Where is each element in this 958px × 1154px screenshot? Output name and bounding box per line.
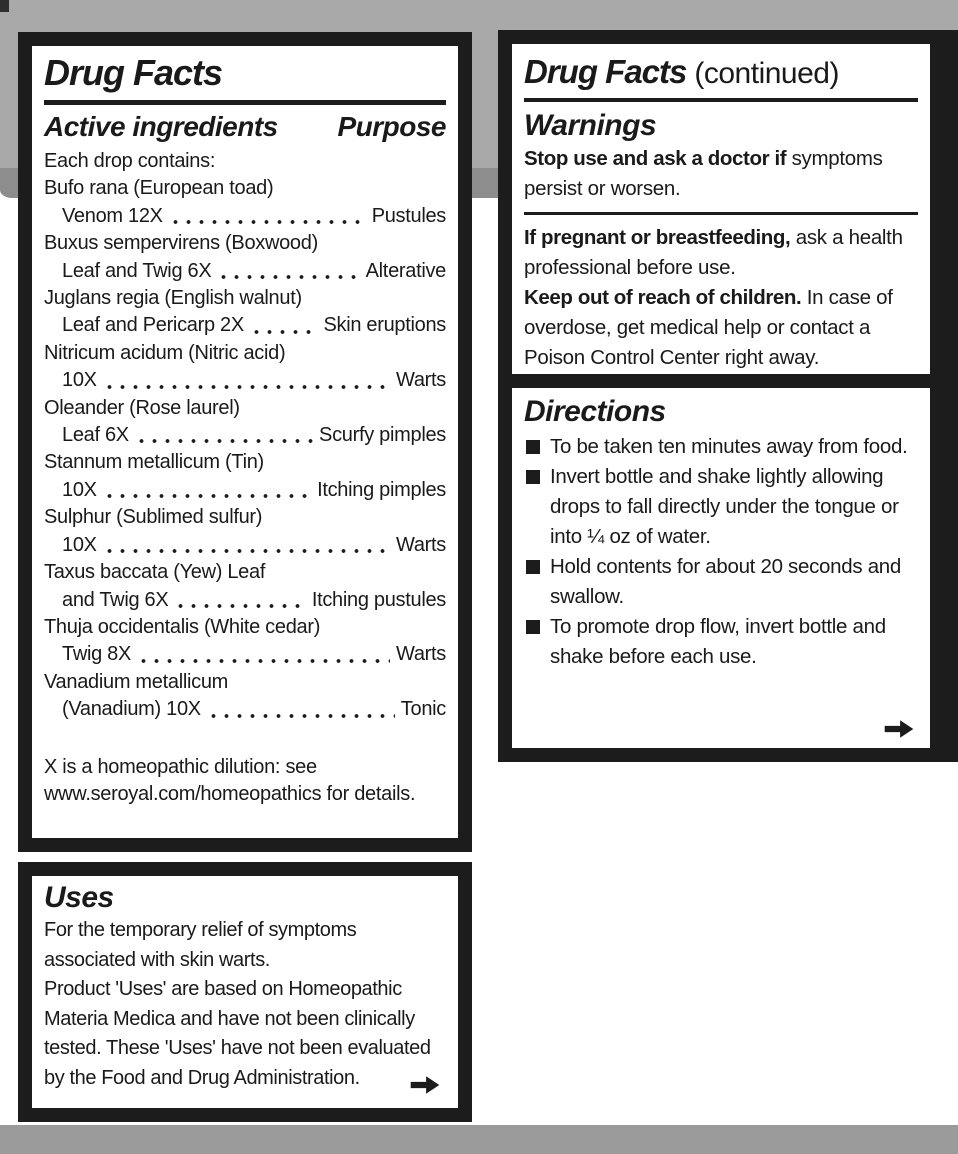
ingredient-part: 10X	[62, 533, 97, 556]
ingredient-part: Leaf 6X	[62, 424, 129, 447]
warnings-divider	[524, 212, 918, 215]
ingredient-purpose: Warts	[396, 369, 446, 392]
drug-facts-continued-panel	[498, 30, 958, 762]
ingredient-entry	[44, 395, 446, 450]
dilution-footnote: X is a homeopathic dilution: see www.seroyal.com/homeopathics for details.	[44, 755, 416, 805]
warnings-title: Warnings	[524, 109, 657, 142]
ingredient-part: (Vanadium) 10X	[62, 698, 201, 721]
direction-text: To promote drop flow, invert bottle and shake before each use.	[550, 615, 886, 668]
dot-leader	[169, 219, 366, 225]
background-bottom-band	[0, 1125, 958, 1154]
ingredient-purpose: Skin eruptions	[323, 314, 446, 337]
directions-box	[512, 388, 930, 748]
ingredient-entry	[44, 504, 446, 559]
uses-panel	[18, 862, 472, 1122]
purpose-label: Purpose	[337, 111, 446, 142]
corner-artifact	[0, 0, 9, 12]
directions-list	[524, 432, 918, 672]
ingredient-purpose: Alterative	[365, 259, 446, 282]
continue-arrow-icon	[408, 1074, 442, 1096]
direction-item	[524, 612, 918, 672]
direction-text: To be taken ten minutes away from food.	[550, 435, 908, 458]
dot-leader	[103, 548, 390, 554]
dot-leader	[103, 384, 390, 390]
ingredient-entry	[44, 230, 446, 285]
direction-text: Hold contents for about 20 seconds and swallow.	[550, 555, 902, 608]
square-bullet-icon	[526, 470, 540, 484]
ingredient-purpose: Itching pustules	[311, 588, 446, 611]
uses-title: Uses	[44, 881, 114, 914]
dot-leader	[207, 713, 395, 719]
direction-item	[524, 462, 918, 552]
stop-use-warning	[524, 144, 918, 204]
dot-leader	[250, 329, 318, 335]
ingredient-name: Bufo rana (European toad)	[44, 177, 274, 200]
ingredient-entry	[44, 669, 446, 724]
ingredient-name: Buxus sempervirens (Boxwood)	[44, 232, 318, 255]
ingredient-purpose: Itching pimples	[317, 478, 446, 501]
ingredient-name: Taxus baccata (Yew) Leaf	[44, 561, 266, 584]
ingredient-name: Thuja occidentalis (White cedar)	[44, 615, 321, 638]
ingredient-name: Vanadium metallicum	[44, 670, 229, 693]
warnings-box	[512, 44, 930, 374]
uses-disclaimer: Product 'Uses' are based on Homeopathic Materia Medica and have not been clinically tested. These 'Uses' have not been evaluated by the Food and Drug Administration.	[44, 978, 431, 1089]
ingredient-name: Sulphur (Sublimed sulfur)	[44, 506, 263, 529]
ingredient-entry	[44, 559, 446, 614]
ingredient-part: 10X	[62, 478, 97, 501]
ingredient-entry	[44, 340, 446, 395]
ingredient-entry	[44, 285, 446, 340]
direction-item	[524, 552, 918, 612]
pregnancy-bold: If pregnant or breastfeeding,	[524, 226, 791, 249]
drug-facts-title: Drug Facts	[44, 52, 223, 93]
direction-item	[524, 432, 918, 462]
uses-paragraph: For the temporary relief of symptoms associated with skin warts.	[44, 919, 357, 971]
dot-leader	[217, 274, 359, 280]
drug-facts-panel	[18, 32, 472, 852]
title-rule	[44, 100, 446, 105]
stop-use-bold: Stop use and ask a doctor if	[524, 147, 787, 170]
continue-arrow-icon	[882, 718, 916, 740]
ingredient-part: Leaf and Pericarp 2X	[62, 314, 244, 337]
ingredient-list	[44, 175, 446, 723]
square-bullet-icon	[526, 440, 540, 454]
header-rule	[524, 98, 918, 102]
children-rest: In case of overdose, get medical help or contact a Poison Control Center right away.	[524, 286, 893, 369]
ingredient-part: Twig 8X	[62, 643, 132, 666]
active-ingredients-label: Active ingredients	[44, 111, 278, 142]
ingredient-part: Venom 12X	[62, 204, 163, 227]
pregnancy-warning	[524, 223, 918, 283]
each-drop-contains-text: Each drop contains:	[44, 150, 216, 172]
ingredient-purpose: Tonic	[400, 698, 446, 721]
ingredient-name: Stannum metallicum (Tin)	[44, 451, 264, 474]
square-bullet-icon	[526, 620, 540, 634]
ingredient-name: Oleander (Rose laurel)	[44, 396, 240, 419]
direction-text: Invert bottle and shake lightly allowing drops to fall directly under the tongue or into ¼ oz of water.	[550, 465, 899, 548]
directions-title: Directions	[524, 395, 666, 428]
ingredient-entry	[44, 175, 446, 230]
children-warning	[524, 283, 918, 373]
dot-leader	[137, 658, 390, 664]
ingredient-part: and Twig 6X	[62, 588, 169, 611]
pregnancy-rest: ask a health professional before use.	[524, 226, 903, 279]
ingredient-part: Leaf and Twig 6X	[62, 259, 212, 282]
dot-leader	[103, 493, 311, 499]
ingredients-header-row	[44, 107, 446, 147]
square-bullet-icon	[526, 560, 540, 574]
ingredient-name: Juglans regia (English walnut)	[44, 287, 302, 310]
dot-leader	[135, 438, 313, 444]
ingredient-name: Nitricum acidum (Nitric acid)	[44, 341, 286, 364]
continued-header	[524, 50, 918, 96]
children-bold: Keep out of reach of children.	[524, 286, 802, 309]
ingredient-entry	[44, 449, 446, 504]
ingredient-entry	[44, 614, 446, 669]
dot-leader	[174, 603, 305, 609]
stop-use-rest: symptoms persist or worsen.	[524, 147, 883, 200]
continued-suffix: (continued)	[694, 57, 839, 90]
ingredient-purpose: Scurfy pimples	[319, 424, 446, 447]
ingredient-purpose: Warts	[396, 533, 446, 556]
ingredient-purpose: Pustules	[371, 204, 446, 227]
drug-facts-continued-title: Drug Facts	[524, 53, 687, 90]
ingredient-purpose: Warts	[396, 643, 446, 666]
ingredient-part: 10X	[62, 369, 97, 392]
